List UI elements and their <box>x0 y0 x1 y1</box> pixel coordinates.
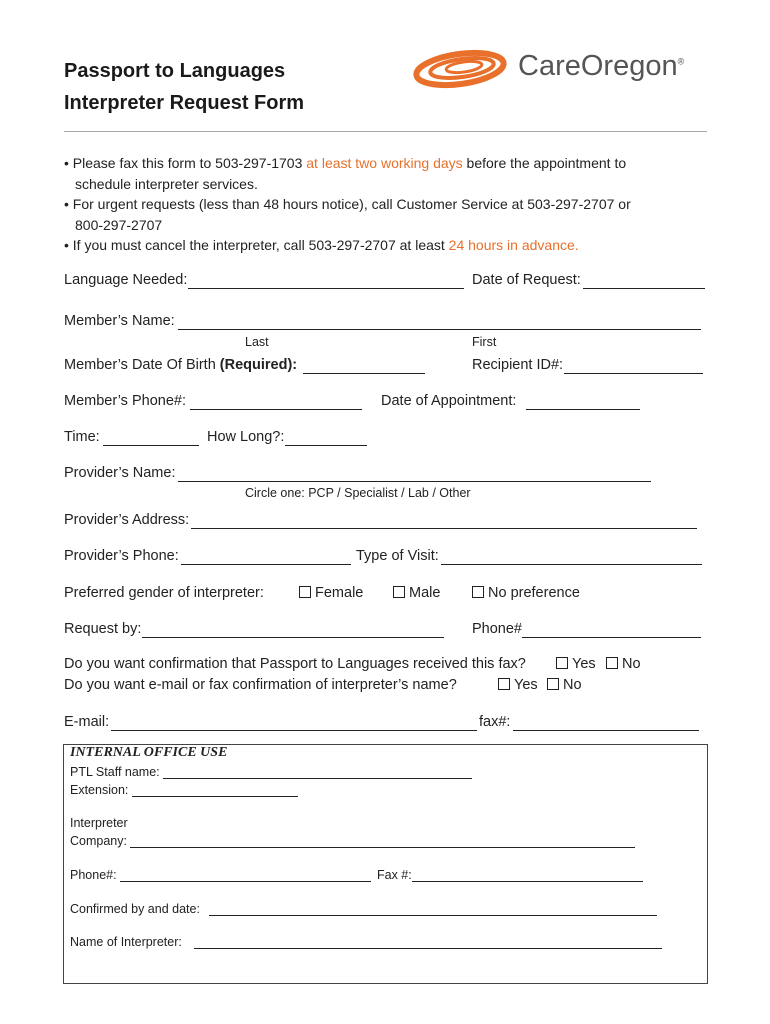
ptl-staff-label: PTL Staff name: <box>70 765 160 779</box>
time-label: Time: <box>64 429 100 445</box>
dob-field[interactable] <box>303 373 425 374</box>
interpreter-name-label: Name of Interpreter: <box>70 935 182 949</box>
date-of-request-field[interactable] <box>583 288 705 289</box>
instruction-1: • Please fax this form to 503-297-1703 at least two working days before the appointment to <box>64 155 627 171</box>
confirm-1-yes-checkbox[interactable]: Yes <box>556 656 596 672</box>
checkbox-icon <box>556 657 568 669</box>
circle-one-caption: Circle one: PCP / Specialist / Lab / Other <box>245 486 471 500</box>
confirm-2-no-checkbox[interactable]: No <box>547 677 582 693</box>
header-divider <box>64 131 707 132</box>
interpreter-label: Interpreter <box>70 816 128 830</box>
internal-phone-field[interactable] <box>120 881 371 882</box>
checkbox-icon <box>472 586 484 598</box>
checkbox-icon <box>547 678 559 690</box>
checkbox-icon <box>606 657 618 669</box>
checkbox-icon <box>393 586 405 598</box>
type-of-visit-field[interactable] <box>441 564 702 565</box>
email-label: E-mail: <box>64 714 110 730</box>
date-of-appointment-field[interactable] <box>526 409 640 410</box>
confirmed-by-label: Confirmed by and date: <box>70 902 200 916</box>
members-phone-field[interactable] <box>190 409 362 410</box>
fax-label: fax#: <box>479 714 511 730</box>
extension-field[interactable] <box>132 796 298 797</box>
page-title-line2: Interpreter Request Form <box>64 92 305 114</box>
recipient-id-field[interactable] <box>564 373 703 374</box>
no-preference-checkbox[interactable]: No preference <box>472 585 580 601</box>
extension-label: Extension: <box>70 783 129 797</box>
page-title-line1: Passport to Languages <box>64 60 286 82</box>
male-checkbox[interactable]: Male <box>393 585 440 601</box>
internal-fax-field[interactable] <box>412 881 643 882</box>
language-needed-label: Language Needed: <box>64 272 188 288</box>
confirm-question-1: Do you want confirmation that Passport to Languages received this fax? <box>64 656 526 672</box>
phone-label: Phone# <box>472 621 522 637</box>
instruction-2: • For urgent requests (less than 48 hours notice), call Customer Service at 503-297-2707 or <box>64 196 631 212</box>
brand-name: CareOregon® <box>518 50 685 82</box>
ptl-staff-field[interactable] <box>163 778 472 779</box>
preferred-gender-label: Preferred gender of interpreter: <box>64 585 264 601</box>
confirm-1-no-checkbox[interactable]: No <box>606 656 641 672</box>
instruction-3: • If you must cancel the interpreter, call 503-297-2707 at least 24 hours in advance. <box>64 237 579 253</box>
providers-name-label: Provider’s Name: <box>64 465 176 481</box>
first-caption: First <box>472 335 497 349</box>
checkbox-icon <box>299 586 311 598</box>
internal-phone-label: Phone#: <box>70 868 117 882</box>
internal-fax-label: Fax #: <box>377 868 412 882</box>
phone-field[interactable] <box>522 637 701 638</box>
dob-label: Member’s Date Of Birth (Required): <box>64 357 298 373</box>
confirm-2-yes-checkbox[interactable]: Yes <box>498 677 538 693</box>
confirmed-by-field[interactable] <box>209 915 657 916</box>
time-field[interactable] <box>103 445 199 446</box>
language-needed-field[interactable] <box>188 288 464 289</box>
instruction-1-cont: schedule interpreter services. <box>75 176 258 192</box>
interpreter-name-field[interactable] <box>194 948 662 949</box>
email-field[interactable] <box>111 730 477 731</box>
how-long-label: How Long?: <box>207 429 285 445</box>
careoregon-logo-icon <box>412 44 512 99</box>
members-name-label: Member’s Name: <box>64 313 175 329</box>
company-field[interactable] <box>130 847 635 848</box>
how-long-field[interactable] <box>285 445 367 446</box>
fax-field[interactable] <box>513 730 699 731</box>
providers-address-label: Provider’s Address: <box>64 512 190 528</box>
request-by-label: Request by: <box>64 621 142 637</box>
request-by-field[interactable] <box>142 637 444 638</box>
company-label: Company: <box>70 834 127 848</box>
instruction-2-cont: 800-297-2707 <box>75 217 163 233</box>
providers-phone-field[interactable] <box>181 564 351 565</box>
date-of-appointment-label: Date of Appointment: <box>381 393 517 409</box>
female-checkbox[interactable]: Female <box>299 585 363 601</box>
internal-office-heading: INTERNAL OFFICE USE <box>70 745 228 760</box>
members-name-field[interactable] <box>178 329 701 330</box>
providers-phone-label: Provider’s Phone: <box>64 548 179 564</box>
providers-name-field[interactable] <box>178 481 651 482</box>
confirm-question-2: Do you want e-mail or fax confirmation of interpreter’s name? <box>64 677 457 693</box>
providers-address-field[interactable] <box>191 528 697 529</box>
members-phone-label: Member’s Phone#: <box>64 393 186 409</box>
recipient-id-label: Recipient ID#: <box>472 357 564 373</box>
date-of-request-label: Date of Request: <box>472 272 581 288</box>
checkbox-icon <box>498 678 510 690</box>
last-caption: Last <box>245 335 269 349</box>
type-of-visit-label: Type of Visit: <box>356 548 439 564</box>
